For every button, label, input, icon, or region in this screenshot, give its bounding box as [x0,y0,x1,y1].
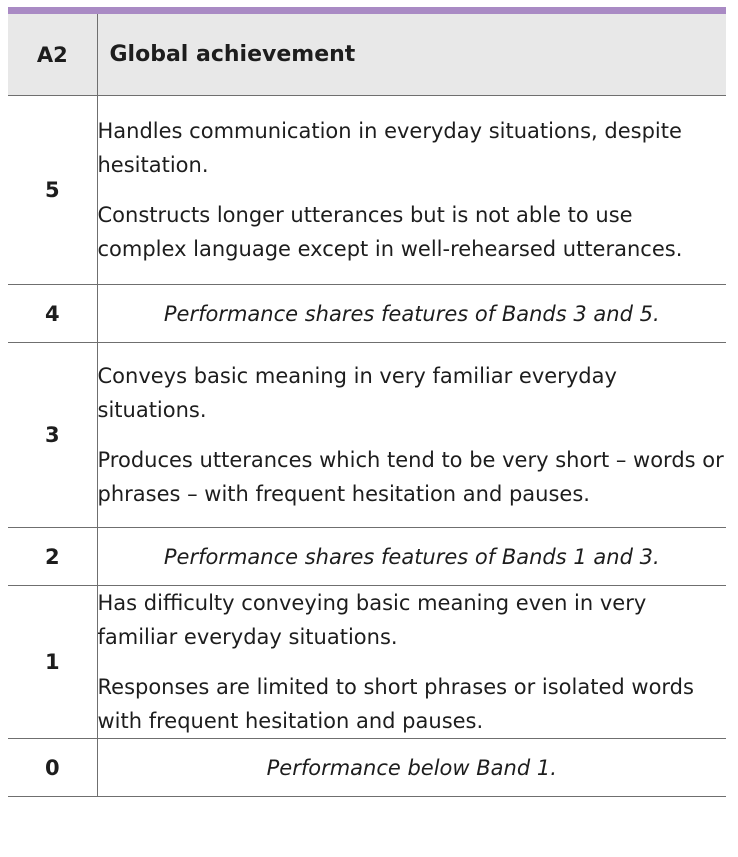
descriptor-text: Produces utterances which tend to be very short – words or phrases – with frequent hesitation and pauses. [97,448,724,506]
shared-features-note: Performance below Band 1. [97,739,726,797]
band-description [97,96,726,285]
band-number: 5 [8,96,97,285]
table-header-row [8,14,726,96]
descriptor-text: Handles communication in everyday situations, despite hesitation. [97,119,682,177]
band-number: 2 [8,528,97,586]
shared-features-note: Performance shares features of Bands 1 and 3. [97,528,726,586]
band-number: 1 [8,586,97,739]
accent-bar [8,7,726,14]
band-row-4 [8,285,726,343]
band-row-2 [8,528,726,586]
band-number: 3 [8,343,97,528]
descriptor-text: Has difficulty conveying basic meaning even in very familiar everyday situations. [97,591,647,649]
descriptor-text: Conveys basic meaning in very familiar everyday situations. [97,364,617,422]
band-row-3 [8,343,726,528]
band-row-0 [8,739,726,797]
assessment-scale-table [8,14,726,797]
descriptor-text: Constructs longer utterances but is not able to use complex language except in well-rehearsed utterances. [97,203,683,261]
band-row-1 [8,586,726,739]
band-description [97,343,726,528]
descriptor-text: Responses are limited to short phrases or isolated words with frequent hesitation and pauses. [97,675,694,733]
scale-title: Global achievement [97,14,726,96]
band-row-5 [8,96,726,285]
band-number: 0 [8,739,97,797]
shared-features-note: Performance shares features of Bands 3 and 5. [97,285,726,343]
band-description [97,586,726,739]
band-number: 4 [8,285,97,343]
level-header: A2 [8,14,97,96]
